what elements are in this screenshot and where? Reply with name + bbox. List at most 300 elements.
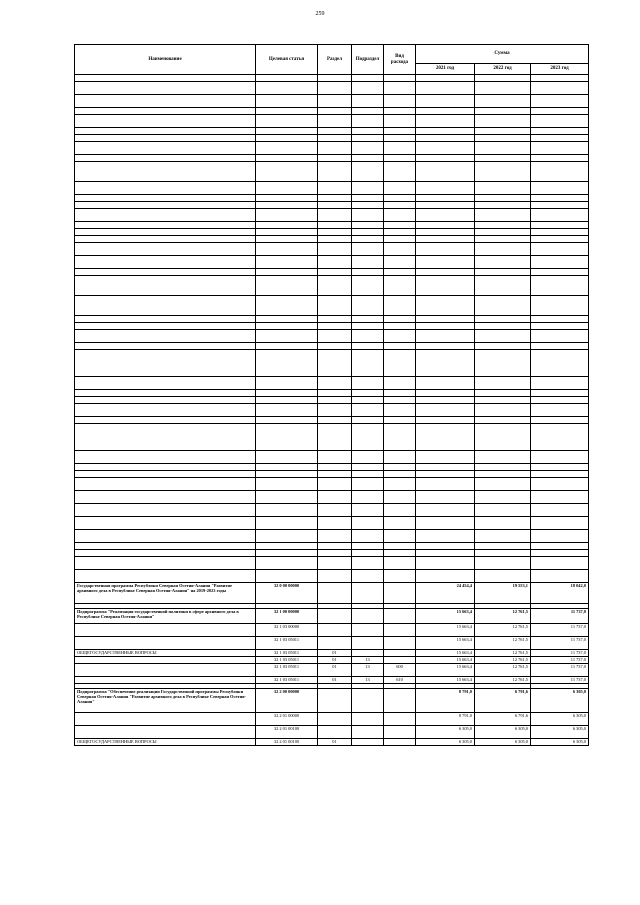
row-subsection <box>352 390 384 397</box>
row-expense-type <box>384 243 416 256</box>
row-expense-type <box>384 229 416 236</box>
row-sum-2021 <box>416 128 475 135</box>
row-expense-type <box>384 162 416 182</box>
table-row <box>75 424 589 451</box>
row-subsection <box>352 155 384 162</box>
row-name: ОБЩЕГОСУДАРСТВЕННЫЕ ВОПРОСЫ <box>75 739 256 746</box>
row-name <box>75 330 256 343</box>
row-target-article <box>256 155 318 162</box>
row-target-article <box>256 330 318 343</box>
row-sum-2023 <box>531 478 589 491</box>
row-target-article: 32 1 03 05011 <box>256 637 318 650</box>
row-name <box>75 397 256 404</box>
row-section: 01 <box>318 677 352 684</box>
row-subsection <box>352 162 384 182</box>
row-name <box>75 350 256 377</box>
row-section <box>318 530 352 543</box>
row-name <box>75 95 256 108</box>
row-section <box>318 557 352 570</box>
row-section <box>318 570 352 583</box>
row-name <box>75 664 256 677</box>
row-sum-2022 <box>475 222 531 229</box>
row-sum-2023: 11 737,0 <box>531 624 589 637</box>
row-sum-2022 <box>475 142 531 155</box>
table-row <box>75 657 589 664</box>
table-row <box>75 739 589 746</box>
row-sum-2023 <box>531 95 589 108</box>
header-name: Наименование <box>75 45 256 75</box>
row-sum-2021 <box>416 296 475 316</box>
row-sum-2021 <box>416 202 475 209</box>
row-subsection <box>352 478 384 491</box>
table-row <box>75 209 589 222</box>
row-subsection <box>352 236 384 243</box>
row-section <box>318 155 352 162</box>
row-section <box>318 243 352 256</box>
row-sum-2021 <box>416 417 475 424</box>
row-sum-2022 <box>475 350 531 377</box>
row-name <box>75 195 256 202</box>
row-target-article <box>256 471 318 478</box>
row-sum-2022 <box>475 491 531 504</box>
row-target-article <box>256 530 318 543</box>
row-sum-2022 <box>475 397 531 404</box>
row-sum-2022 <box>475 343 531 350</box>
row-name <box>75 677 256 684</box>
row-sum-2023 <box>531 256 589 269</box>
row-target-article <box>256 390 318 397</box>
row-section <box>318 517 352 530</box>
row-subsection <box>352 397 384 404</box>
row-sum-2022 <box>475 517 531 530</box>
row-sum-2022: 6 305,0 <box>475 726 531 739</box>
row-sum-2022 <box>475 530 531 543</box>
row-name <box>75 115 256 128</box>
row-expense-type <box>384 95 416 108</box>
row-subsection <box>352 108 384 115</box>
row-target-article <box>256 115 318 128</box>
row-sum-2023: 18 042,0 <box>531 583 589 604</box>
row-target-article: 32 1 03 00000 <box>256 624 318 637</box>
row-expense-type <box>384 471 416 478</box>
table-row <box>75 504 589 517</box>
row-sum-2021 <box>416 397 475 404</box>
row-sum-2022 <box>475 451 531 464</box>
row-section <box>318 209 352 222</box>
row-expense-type <box>384 609 416 624</box>
header-expense-type: Вид расхода <box>384 45 416 75</box>
budget-table <box>74 44 589 746</box>
row-name <box>75 491 256 504</box>
row-sum-2022: 6 791,6 <box>475 689 531 713</box>
row-expense-type <box>384 491 416 504</box>
row-target-article <box>256 222 318 229</box>
table-row <box>75 236 589 243</box>
row-sum-2023 <box>531 115 589 128</box>
row-expense-type: 600 <box>384 664 416 677</box>
row-section <box>318 343 352 350</box>
row-sum-2023: 6 305,0 <box>531 726 589 739</box>
row-section <box>318 135 352 142</box>
row-subsection <box>352 530 384 543</box>
row-subsection <box>352 343 384 350</box>
row-sum-2023 <box>531 530 589 543</box>
row-name <box>75 471 256 478</box>
row-sum-2021 <box>416 95 475 108</box>
row-section <box>318 491 352 504</box>
row-sum-2022 <box>475 478 531 491</box>
row-target-article: 32 1 03 05011 <box>256 657 318 664</box>
row-subsection <box>352 624 384 637</box>
row-sum-2021 <box>416 222 475 229</box>
row-sum-2023 <box>531 323 589 330</box>
row-sum-2021: 15 663,4 <box>416 624 475 637</box>
row-sum-2021 <box>416 135 475 142</box>
row-target-article: 32 1 03 05011 <box>256 650 318 657</box>
row-sum-2021 <box>416 491 475 504</box>
row-sum-2023 <box>531 397 589 404</box>
row-section <box>318 195 352 202</box>
table-row <box>75 713 589 726</box>
row-name <box>75 417 256 424</box>
table-row <box>75 390 589 397</box>
row-sum-2022: 12 761,5 <box>475 624 531 637</box>
row-subsection <box>352 243 384 256</box>
row-sum-2022 <box>475 135 531 142</box>
row-sum-2022 <box>475 316 531 323</box>
row-expense-type <box>384 713 416 726</box>
row-expense-type <box>384 570 416 583</box>
table-row <box>75 543 589 550</box>
row-name <box>75 256 256 269</box>
row-target-article <box>256 377 318 390</box>
row-sum-2022 <box>475 504 531 517</box>
row-sum-2023: 11 737,0 <box>531 677 589 684</box>
row-subsection <box>352 256 384 269</box>
row-sum-2021 <box>416 404 475 417</box>
row-expense-type <box>384 657 416 664</box>
row-section <box>318 689 352 713</box>
row-sum-2023: 6 305,0 <box>531 739 589 746</box>
table-row <box>75 637 589 650</box>
row-subsection <box>352 276 384 296</box>
row-sum-2023 <box>531 75 589 82</box>
table-row <box>75 155 589 162</box>
row-subsection <box>352 464 384 471</box>
row-sum-2021 <box>416 377 475 390</box>
row-sum-2021 <box>416 390 475 397</box>
row-sum-2022: 12 761,5 <box>475 657 531 664</box>
row-sum-2021 <box>416 464 475 471</box>
row-subsection <box>352 491 384 504</box>
row-subsection <box>352 296 384 316</box>
row-section: 01 <box>318 657 352 664</box>
row-sum-2023 <box>531 155 589 162</box>
row-sum-2022 <box>475 128 531 135</box>
row-sum-2022 <box>475 162 531 182</box>
row-sum-2022 <box>475 236 531 243</box>
row-name: Подпрограмма "Обеспечение реализации Государственной программы Республики Северная Осетия-Алания "Развитие архивного дела в Республике Северная Осетия-Алания" <box>75 689 256 713</box>
table-row <box>75 557 589 570</box>
row-sum-2021: 8 791,0 <box>416 713 475 726</box>
row-subsection <box>352 323 384 330</box>
row-sum-2021 <box>416 182 475 195</box>
row-sum-2022 <box>475 390 531 397</box>
row-subsection <box>352 609 384 624</box>
row-expense-type <box>384 517 416 530</box>
row-target-article <box>256 404 318 417</box>
table-row <box>75 115 589 128</box>
row-section <box>318 713 352 726</box>
row-section <box>318 115 352 128</box>
row-subsection <box>352 504 384 517</box>
row-sum-2021 <box>416 550 475 557</box>
row-expense-type: 610 <box>384 677 416 684</box>
row-name <box>75 75 256 82</box>
row-expense-type <box>384 330 416 343</box>
row-sum-2021 <box>416 108 475 115</box>
row-expense-type <box>384 390 416 397</box>
row-name: ОБЩЕГОСУДАРСТВЕННЫЕ ВОПРОСЫ <box>75 650 256 657</box>
table-row <box>75 182 589 195</box>
row-sum-2022 <box>475 82 531 95</box>
row-sum-2023 <box>531 570 589 583</box>
row-expense-type <box>384 624 416 637</box>
row-sum-2022 <box>475 75 531 82</box>
row-expense-type <box>384 296 416 316</box>
row-name <box>75 316 256 323</box>
row-sum-2022 <box>475 557 531 570</box>
row-sum-2023 <box>531 162 589 182</box>
row-section <box>318 202 352 209</box>
row-subsection <box>352 570 384 583</box>
row-expense-type <box>384 202 416 209</box>
row-sum-2021 <box>416 229 475 236</box>
table-row <box>75 202 589 209</box>
header-target-article: Целевая статья <box>256 45 318 75</box>
row-sum-2023 <box>531 550 589 557</box>
table-row <box>75 350 589 377</box>
row-sum-2022 <box>475 550 531 557</box>
row-sum-2023: 11 737,0 <box>531 650 589 657</box>
row-section <box>318 108 352 115</box>
row-section: 01 <box>318 650 352 657</box>
row-expense-type <box>384 739 416 746</box>
row-sum-2023 <box>531 517 589 530</box>
row-section <box>318 451 352 464</box>
row-sum-2021: 15 663,4 <box>416 609 475 624</box>
row-target-article: 32 2 00 00000 <box>256 689 318 713</box>
row-target-article <box>256 316 318 323</box>
row-subsection <box>352 128 384 135</box>
row-sum-2023 <box>531 276 589 296</box>
row-sum-2022: 6 791,6 <box>475 713 531 726</box>
row-target-article <box>256 491 318 504</box>
row-target-article <box>256 543 318 550</box>
row-name <box>75 464 256 471</box>
row-sum-2023: 6 305,0 <box>531 689 589 713</box>
table-row <box>75 135 589 142</box>
row-sum-2023 <box>531 343 589 350</box>
row-subsection <box>352 543 384 550</box>
row-target-article <box>256 202 318 209</box>
row-sum-2021: 24 454,4 <box>416 583 475 604</box>
row-sum-2023 <box>531 471 589 478</box>
row-target-article: 32 2 01 00100 <box>256 726 318 739</box>
row-expense-type <box>384 637 416 650</box>
row-target-article <box>256 95 318 108</box>
row-sum-2022 <box>475 155 531 162</box>
row-target-article <box>256 82 318 95</box>
header-subsection: Подраздел <box>352 45 384 75</box>
row-name <box>75 726 256 739</box>
row-expense-type <box>384 543 416 550</box>
row-sum-2023 <box>531 269 589 276</box>
row-subsection <box>352 417 384 424</box>
table-row <box>75 677 589 684</box>
row-sum-2023 <box>531 243 589 256</box>
row-name <box>75 323 256 330</box>
table-row <box>75 417 589 424</box>
row-target-article <box>256 464 318 471</box>
row-name <box>75 243 256 256</box>
row-target-article <box>256 343 318 350</box>
row-sum-2022: 12 761,5 <box>475 664 531 677</box>
row-sum-2022: 12 761,5 <box>475 637 531 650</box>
row-subsection <box>352 222 384 229</box>
row-target-article <box>256 229 318 236</box>
row-sum-2023 <box>531 417 589 424</box>
row-section <box>318 550 352 557</box>
row-sum-2022 <box>475 543 531 550</box>
table-row <box>75 664 589 677</box>
row-target-article <box>256 417 318 424</box>
row-sum-2023 <box>531 543 589 550</box>
row-expense-type <box>384 478 416 491</box>
row-subsection: 13 <box>352 657 384 664</box>
table-row <box>75 276 589 296</box>
row-name <box>75 424 256 451</box>
row-target-article <box>256 209 318 222</box>
row-section <box>318 276 352 296</box>
header-year-2022: 2022 год <box>475 64 531 75</box>
row-name <box>75 229 256 236</box>
row-subsection <box>352 316 384 323</box>
row-name <box>75 550 256 557</box>
table-row <box>75 316 589 323</box>
row-expense-type <box>384 689 416 713</box>
row-subsection <box>352 269 384 276</box>
row-name <box>75 202 256 209</box>
row-target-article <box>256 451 318 464</box>
row-expense-type <box>384 550 416 557</box>
row-target-article <box>256 75 318 82</box>
row-subsection <box>352 209 384 222</box>
row-section <box>318 296 352 316</box>
row-section <box>318 624 352 637</box>
row-section <box>318 637 352 650</box>
row-sum-2021: 15 663,4 <box>416 637 475 650</box>
row-expense-type <box>384 182 416 195</box>
row-target-article: 32 2 01 00100 <box>256 739 318 746</box>
row-name <box>75 222 256 229</box>
row-name: Подпрограмма "Реализация государственной политики в сфере архивного дела в Республике Северная Осетия-Алания" <box>75 609 256 624</box>
row-subsection <box>352 135 384 142</box>
row-subsection <box>352 557 384 570</box>
row-sum-2022: 12 761,5 <box>475 650 531 657</box>
row-sum-2021 <box>416 504 475 517</box>
table-body <box>75 75 589 746</box>
row-sum-2023 <box>531 108 589 115</box>
row-subsection <box>352 82 384 95</box>
row-target-article <box>256 195 318 202</box>
row-name <box>75 390 256 397</box>
row-section <box>318 229 352 236</box>
row-name <box>75 343 256 350</box>
row-sum-2021 <box>416 471 475 478</box>
row-section <box>318 390 352 397</box>
row-expense-type <box>384 75 416 82</box>
row-sum-2023 <box>531 82 589 95</box>
table-row <box>75 343 589 350</box>
row-sum-2023 <box>531 182 589 195</box>
table-row <box>75 142 589 155</box>
row-sum-2023 <box>531 316 589 323</box>
row-name: Государственная программа Республики Северная Осетия-Алания "Развитие архивного дела в Республике Северная Осетия-Алания" на 2019-2023 годы <box>75 583 256 604</box>
row-target-article <box>256 478 318 491</box>
row-subsection <box>352 713 384 726</box>
row-section <box>318 323 352 330</box>
row-sum-2021 <box>416 256 475 269</box>
row-subsection <box>352 350 384 377</box>
row-name <box>75 557 256 570</box>
row-expense-type <box>384 726 416 739</box>
table-row <box>75 689 589 713</box>
row-name <box>75 451 256 464</box>
row-expense-type <box>384 377 416 390</box>
row-name <box>75 377 256 390</box>
row-sum-2023: 11 737,0 <box>531 657 589 664</box>
row-target-article <box>256 350 318 377</box>
row-expense-type <box>384 323 416 330</box>
row-subsection <box>352 75 384 82</box>
row-sum-2021 <box>416 350 475 377</box>
row-name <box>75 543 256 550</box>
row-section: 01 <box>318 664 352 677</box>
row-sum-2022 <box>475 377 531 390</box>
row-section <box>318 95 352 108</box>
row-sum-2022 <box>475 296 531 316</box>
table-row <box>75 471 589 478</box>
row-expense-type <box>384 350 416 377</box>
row-name <box>75 108 256 115</box>
row-subsection <box>352 229 384 236</box>
row-expense-type <box>384 417 416 424</box>
row-sum-2021 <box>416 276 475 296</box>
row-sum-2022 <box>475 182 531 195</box>
row-sum-2023: 11 737,0 <box>531 609 589 624</box>
row-sum-2021: 15 663,4 <box>416 677 475 684</box>
row-section <box>318 424 352 451</box>
row-sum-2022 <box>475 229 531 236</box>
row-sum-2023 <box>531 377 589 390</box>
table-row <box>75 95 589 108</box>
row-sum-2023 <box>531 504 589 517</box>
row-sum-2021: 15 663,4 <box>416 664 475 677</box>
row-sum-2021 <box>416 570 475 583</box>
table-row <box>75 330 589 343</box>
row-sum-2023 <box>531 209 589 222</box>
